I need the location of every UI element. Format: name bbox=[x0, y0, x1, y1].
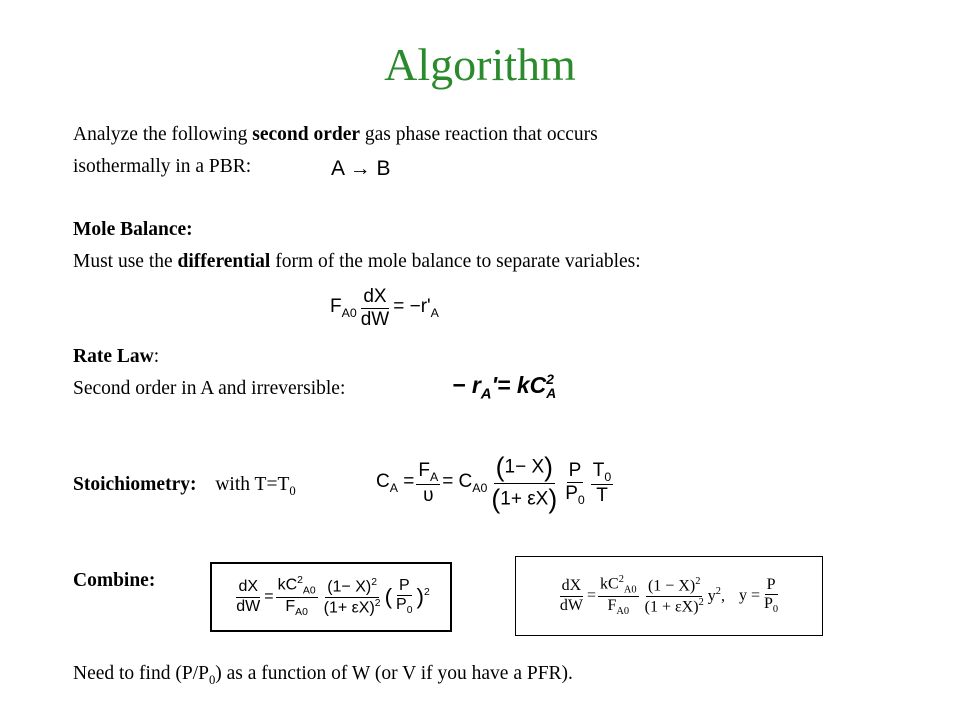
mole-balance-text-pre: Must use the bbox=[73, 251, 178, 272]
combine-equation-box: $\frac{dX}{dW}$ = $\frac{kC^2_{A0}}{F_{A0}}$ $\frac{(1- X)^2}{(1+ \varepsilon X)^2}$ ( $\frac{P}{P_0}$ )$^2$ bbox=[210, 562, 452, 632]
rate-law-equation: − $r_A'=$ kC 2 A bbox=[452, 372, 557, 403]
final-line: Need to find $(P/P_0)$ as a function of W (or V if you have a PFR). bbox=[73, 663, 573, 687]
intro-line-2: isothermally in a PBR: bbox=[73, 156, 252, 177]
stoichiometry-label: Stoichiometry: bbox=[73, 474, 197, 495]
mole-balance-equation: $F_{A0}$ $\frac{dX}{dW}$ = $-r'_A$ bbox=[330, 286, 439, 330]
reaction-equation: A → B bbox=[331, 157, 391, 180]
intro-line-1 bbox=[73, 124, 598, 146]
page-title: Algorithm bbox=[384, 39, 576, 90]
mole-balance-bold: differential bbox=[177, 251, 271, 272]
combine-equation-alt-box: $\frac{dX}{dW}$ = $\frac{kC^2_{A0}}{F_{A0}}$ $\frac{(1 - X)^2}{(1 + \varepsilon X)^2}$ $y^2$, y = $\frac{P}{P_0}$ bbox=[515, 556, 823, 636]
combine-label: Combine: bbox=[73, 570, 156, 591]
final-text-pre: Need to find (P/P bbox=[73, 663, 209, 684]
mole-balance-text bbox=[73, 251, 641, 273]
combine-heading bbox=[73, 570, 155, 592]
intro-text: Analyze the following bbox=[73, 124, 253, 145]
stoichiometry-line bbox=[73, 474, 296, 499]
final-text-post: ) as a function of W (or V if you have a PFR). bbox=[215, 663, 573, 684]
intro-text-end: gas phase reaction that occurs bbox=[360, 124, 598, 145]
mole-balance-text-post: form of the mole balance to separate variables: bbox=[270, 251, 641, 272]
rate-law-heading bbox=[73, 346, 159, 368]
stoichiometry-condition-text: with T=T bbox=[215, 474, 290, 495]
stoichiometry-condition: with $T=T_0$ bbox=[215, 474, 296, 498]
stoichiometry-equation: $C_A$ = $\frac{F_A}{\upsilon}$ = $C_{A0}$ $\frac{(1- X)}{(1+ \varepsilon X)}$ $\frac{P}{P_0}$ $\frac{T_0}{T}$ bbox=[376, 452, 612, 514]
intro-bold: second order bbox=[252, 124, 361, 145]
rate-law-label: Rate Law bbox=[73, 346, 154, 367]
mole-balance-heading bbox=[73, 219, 193, 241]
rate-law-text: Second order in A and irreversible: bbox=[73, 378, 346, 399]
rate-law-colon: : bbox=[153, 346, 160, 367]
mole-balance-label: Mole Balance: bbox=[73, 219, 193, 240]
